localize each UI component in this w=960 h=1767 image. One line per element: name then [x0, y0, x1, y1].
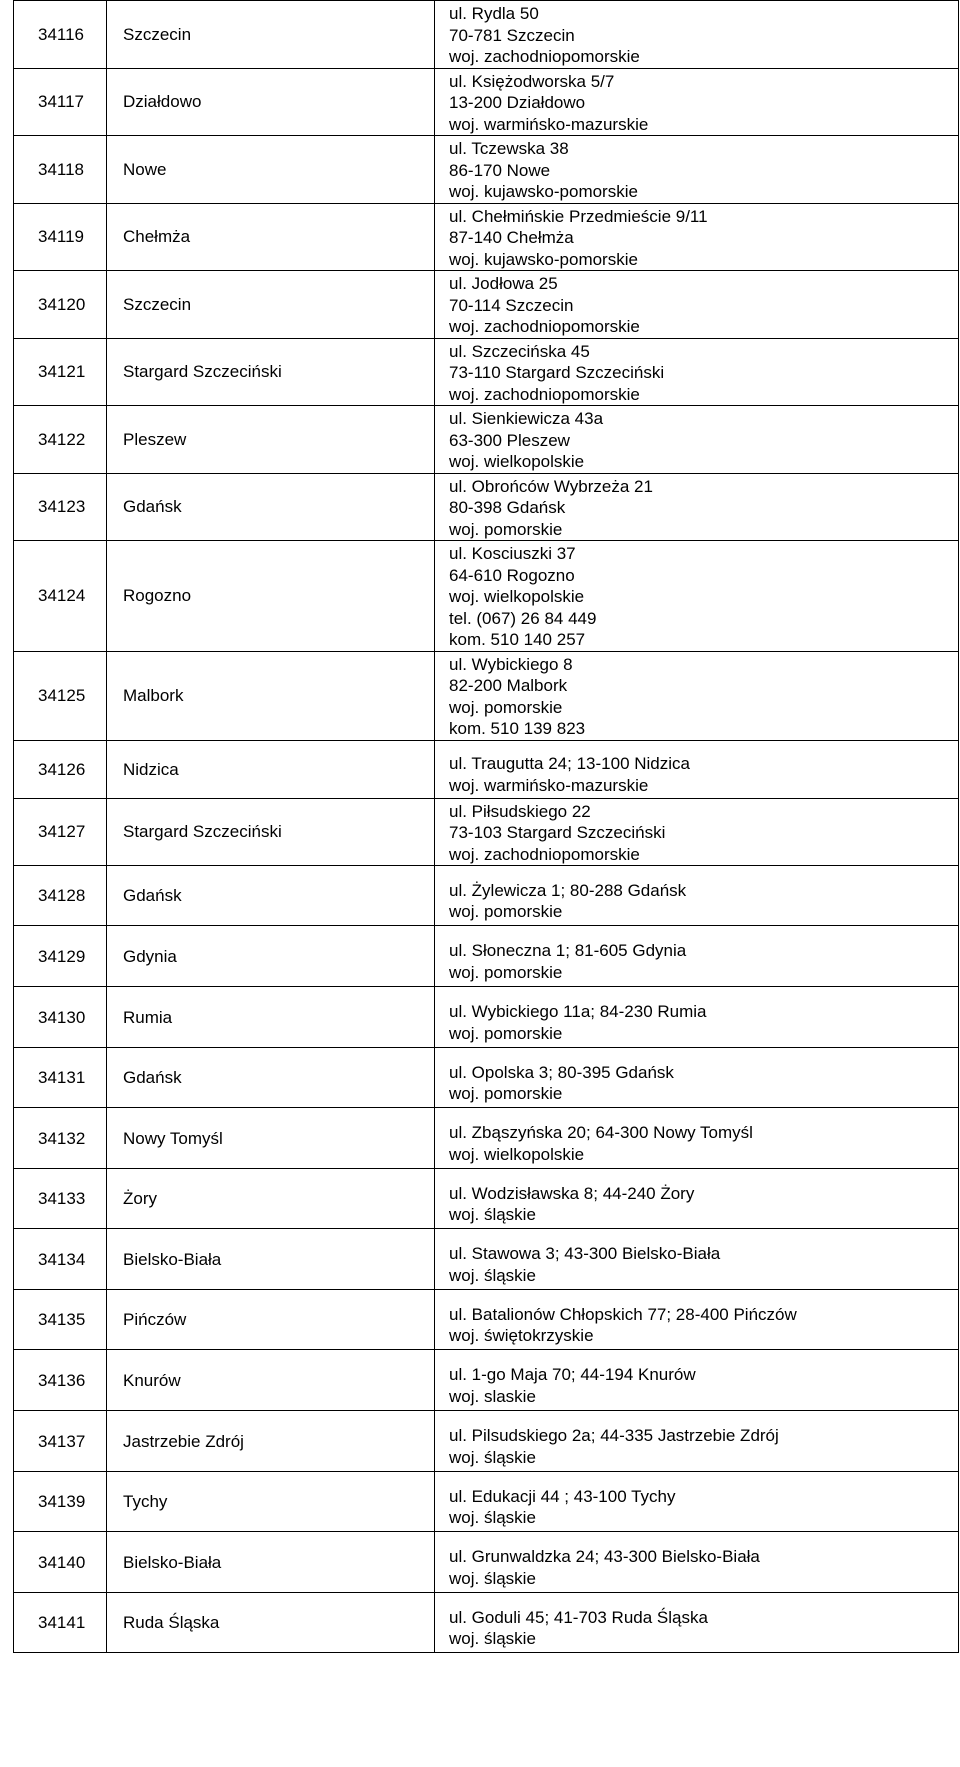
address-line: 63-300 Pleszew — [449, 430, 570, 450]
address-lines — [449, 69, 958, 136]
address-line: woj. zachodniopomorskie — [449, 317, 640, 336]
address-lines — [449, 929, 958, 983]
address-lines — [449, 1232, 958, 1286]
address-line: woj. pomorskie — [449, 1084, 563, 1103]
address-lines — [449, 406, 958, 473]
branch-id-cell: 34133 — [14, 1169, 107, 1229]
address-lines — [449, 1414, 958, 1468]
city-cell: Stargard Szczeciński — [107, 338, 435, 406]
address-line: ul. Opolska 3; 80-395 Gdańsk — [449, 1062, 674, 1082]
table-row — [14, 1229, 959, 1290]
address-line: woj. zachodniopomorskie — [449, 384, 640, 404]
address-line: woj. kujawsko-pomorskie — [449, 249, 638, 269]
city-cell: Malbork — [107, 651, 435, 740]
address-lines — [449, 799, 958, 866]
address-line: ul. Wodzisławska 8; 44-240 Żory — [449, 1183, 695, 1203]
address-lines — [449, 1596, 958, 1650]
address-line: woj. pomorskie — [449, 519, 563, 539]
branch-id-cell: 34140 — [14, 1532, 107, 1593]
address-cell — [435, 1048, 959, 1108]
branch-id-cell: 34121 — [14, 338, 107, 406]
table-row — [14, 1350, 959, 1411]
address-cell — [435, 338, 959, 406]
address-cell — [435, 1290, 959, 1350]
address-lines — [449, 1475, 958, 1529]
address-line: woj. wielkopolskie — [449, 452, 585, 471]
branch-id-cell: 34135 — [14, 1290, 107, 1350]
table-row — [14, 1290, 959, 1350]
table-row — [14, 271, 959, 339]
branch-id-cell: 34126 — [14, 740, 107, 798]
city-cell: Nidzica — [107, 740, 435, 798]
address-line: ul. Wybickiego 8 — [449, 654, 573, 674]
address-lines — [449, 869, 958, 923]
city-cell: Rogozno — [107, 541, 435, 652]
address-lines — [449, 136, 958, 203]
address-table-body — [14, 1, 959, 1653]
address-line: ul. Słoneczna 1; 81-605 Gdynia — [449, 941, 687, 960]
branch-id-cell: 34116 — [14, 1, 107, 69]
address-lines — [449, 652, 958, 740]
city-cell: Stargard Szczeciński — [107, 798, 435, 866]
address-lines — [449, 1, 958, 68]
address-line: ul. Edukacji 44 ; 43-100 Tychy — [449, 1486, 676, 1506]
city-cell: Działdowo — [107, 68, 435, 136]
address-cell — [435, 473, 959, 541]
address-cell — [435, 651, 959, 740]
address-line: woj. zachodniopomorskie — [449, 844, 640, 864]
table-row — [14, 68, 959, 136]
address-cell — [435, 406, 959, 474]
address-line: ul. Stawowa 3; 43-300 Bielsko-Biała — [449, 1244, 721, 1263]
table-row — [14, 1411, 959, 1472]
address-line: ul. Zbąszyńska 20; 64-300 Nowy Tomyśl — [449, 1123, 753, 1142]
address-cell — [435, 1472, 959, 1532]
address-cell — [435, 68, 959, 136]
city-cell: Knurów — [107, 1350, 435, 1411]
address-cell — [435, 798, 959, 866]
address-line: 64-610 Rogozno — [449, 565, 575, 585]
address-line: woj. kujawsko-pomorskie — [449, 182, 638, 201]
table-row — [14, 1108, 959, 1169]
branch-id-cell: 34125 — [14, 651, 107, 740]
branch-id-cell: 34127 — [14, 798, 107, 866]
address-line: woj. wielkopolskie — [449, 587, 585, 606]
address-lines — [449, 990, 958, 1044]
table-row — [14, 473, 959, 541]
address-line: woj. pomorskie — [449, 902, 563, 921]
address-lines — [449, 1051, 958, 1105]
address-line: ul. Wybickiego 11a; 84-230 Rumia — [449, 1002, 707, 1021]
branch-id-cell: 34131 — [14, 1048, 107, 1108]
city-cell: Pińczów — [107, 1290, 435, 1350]
address-lines — [449, 1172, 958, 1226]
address-line: woj. pomorskie — [449, 697, 563, 717]
city-cell: Nowy Tomyśl — [107, 1108, 435, 1169]
address-line: ul. Tczewska 38 — [449, 139, 569, 158]
address-line: woj. śląskie — [449, 1447, 536, 1467]
address-line: ul. Sienkiewicza 43a — [449, 409, 604, 428]
table-row — [14, 541, 959, 652]
city-cell: Nowe — [107, 136, 435, 204]
address-cell — [435, 1169, 959, 1229]
address-line: ul. 1-go Maja 70; 44-194 Knurów — [449, 1365, 696, 1384]
city-cell: Rumia — [107, 987, 435, 1048]
address-lines — [449, 1111, 958, 1165]
address-line: ul. Obrońców Wybrzeża 21 — [449, 476, 653, 496]
address-line: ul. Batalionów Chłopskich 77; 28-400 Pińczów — [449, 1304, 797, 1324]
address-line: ul. Traugutta 24; 13-100 Nidzica — [449, 754, 690, 773]
address-cell — [435, 987, 959, 1048]
address-line: 13-200 Działdowo — [449, 93, 586, 112]
address-line: 70-781 Szczecin — [449, 25, 575, 45]
address-line: 73-110 Stargard Szczeciński — [449, 363, 665, 382]
address-line: kom. 510 140 257 — [449, 630, 586, 649]
address-line: ul. Chełmińskie Przedmieście 9/11 — [449, 206, 708, 226]
address-line: 70-114 Szczecin — [449, 295, 574, 315]
table-row — [14, 338, 959, 406]
address-line: woj. wielkopolskie — [449, 1144, 585, 1164]
address-cell — [435, 926, 959, 987]
address-line: ul. Goduli 45; 41-703 Ruda Śląska — [449, 1607, 708, 1627]
address-lines — [449, 339, 958, 406]
address-lines — [449, 541, 958, 651]
city-cell: Tychy — [107, 1472, 435, 1532]
city-cell: Gdańsk — [107, 866, 435, 926]
address-cell — [435, 1532, 959, 1593]
city-cell: Szczecin — [107, 1, 435, 69]
address-line: woj. śląskie — [449, 1508, 536, 1527]
table-row — [14, 926, 959, 987]
address-cell — [435, 136, 959, 204]
table-row — [14, 1532, 959, 1593]
branch-id-cell: 34124 — [14, 541, 107, 652]
city-cell: Gdynia — [107, 926, 435, 987]
address-line: ul. Rydla 50 — [449, 4, 539, 23]
city-cell: Pleszew — [107, 406, 435, 474]
address-line: ul. Pilsudskiego 2a; 44-335 Jastrzebie Zdrój — [449, 1426, 779, 1445]
address-line: ul. Jodłowa 25 — [449, 274, 558, 293]
address-line: ul. Księżodworska 5/7 — [449, 71, 615, 91]
branch-id-cell: 34117 — [14, 68, 107, 136]
address-line: kom. 510 139 823 — [449, 719, 586, 738]
address-line: 87-140 Chełmża — [449, 228, 574, 247]
branch-id-cell: 34119 — [14, 203, 107, 271]
branch-id-cell: 34137 — [14, 1411, 107, 1472]
address-line: ul. Szczecińska 45 — [449, 341, 590, 361]
address-lines — [449, 742, 958, 796]
branch-id-cell: 34118 — [14, 136, 107, 204]
address-line: woj. pomorskie — [449, 962, 563, 982]
address-lines — [449, 1535, 958, 1589]
city-cell: Gdańsk — [107, 473, 435, 541]
address-line: woj. zachodniopomorskie — [449, 47, 640, 66]
table-row — [14, 798, 959, 866]
address-lines — [449, 1353, 958, 1407]
address-cell — [435, 866, 959, 926]
address-line: tel. (067) 26 84 449 — [449, 608, 597, 628]
branch-id-cell: 34132 — [14, 1108, 107, 1169]
table-row — [14, 1, 959, 69]
table-row — [14, 651, 959, 740]
table-row — [14, 1593, 959, 1653]
table-row — [14, 406, 959, 474]
city-cell: Bielsko-Biała — [107, 1229, 435, 1290]
address-lines — [449, 204, 958, 271]
branch-id-cell: 34136 — [14, 1350, 107, 1411]
city-cell: Bielsko-Biała — [107, 1532, 435, 1593]
city-cell: Chełmża — [107, 203, 435, 271]
address-line: woj. śląskie — [449, 1568, 536, 1588]
branch-id-cell: 34128 — [14, 866, 107, 926]
address-cell — [435, 203, 959, 271]
city-cell: Żory — [107, 1169, 435, 1229]
address-cell — [435, 740, 959, 798]
branch-id-cell: 34134 — [14, 1229, 107, 1290]
branch-id-cell: 34122 — [14, 406, 107, 474]
address-cell — [435, 1108, 959, 1169]
address-cell — [435, 541, 959, 652]
address-line: ul. Kosciuszki 37 — [449, 544, 576, 563]
table-row — [14, 203, 959, 271]
branch-id-cell: 34130 — [14, 987, 107, 1048]
address-lines — [449, 1293, 958, 1347]
address-table — [13, 0, 959, 1653]
table-row — [14, 1472, 959, 1532]
address-cell — [435, 271, 959, 339]
address-line: ul. Piłsudskiego 22 — [449, 801, 591, 821]
address-line: woj. śląskie — [449, 1629, 536, 1648]
address-cell — [435, 1229, 959, 1290]
address-line: 82-200 Malbork — [449, 676, 568, 695]
table-row — [14, 987, 959, 1048]
table-row — [14, 136, 959, 204]
address-line: ul. Grunwaldzka 24; 43-300 Bielsko-Biała — [449, 1547, 760, 1566]
address-line: woj. świętokrzyskie — [449, 1326, 594, 1345]
city-cell: Ruda Śląska — [107, 1593, 435, 1653]
branch-id-cell: 34129 — [14, 926, 107, 987]
address-line: woj. pomorskie — [449, 1023, 563, 1043]
address-line: 73-103 Stargard Szczeciński — [449, 823, 666, 842]
address-lines — [449, 271, 958, 338]
branch-id-cell: 34123 — [14, 473, 107, 541]
address-cell — [435, 1411, 959, 1472]
address-line: woj. warmińsko-mazurskie — [449, 114, 649, 134]
address-line: woj. śląskie — [449, 1265, 536, 1285]
branch-id-cell: 34120 — [14, 271, 107, 339]
table-row — [14, 1048, 959, 1108]
table-row — [14, 740, 959, 798]
address-line: woj. śląskie — [449, 1205, 536, 1224]
address-cell — [435, 1350, 959, 1411]
address-cell — [435, 1, 959, 69]
city-cell: Jastrzebie Zdrój — [107, 1411, 435, 1472]
address-line: woj. warmińsko-mazurskie — [449, 775, 649, 795]
city-cell: Szczecin — [107, 271, 435, 339]
address-line: ul. Żylewicza 1; 80-288 Gdańsk — [449, 880, 687, 900]
table-row — [14, 1169, 959, 1229]
address-line: woj. slaskie — [449, 1386, 536, 1406]
table-row — [14, 866, 959, 926]
address-lines — [449, 474, 958, 541]
branch-id-cell: 34141 — [14, 1593, 107, 1653]
address-line: 86-170 Nowe — [449, 160, 551, 180]
city-cell: Gdańsk — [107, 1048, 435, 1108]
address-cell — [435, 1593, 959, 1653]
branch-id-cell: 34139 — [14, 1472, 107, 1532]
address-line: 80-398 Gdańsk — [449, 498, 566, 517]
